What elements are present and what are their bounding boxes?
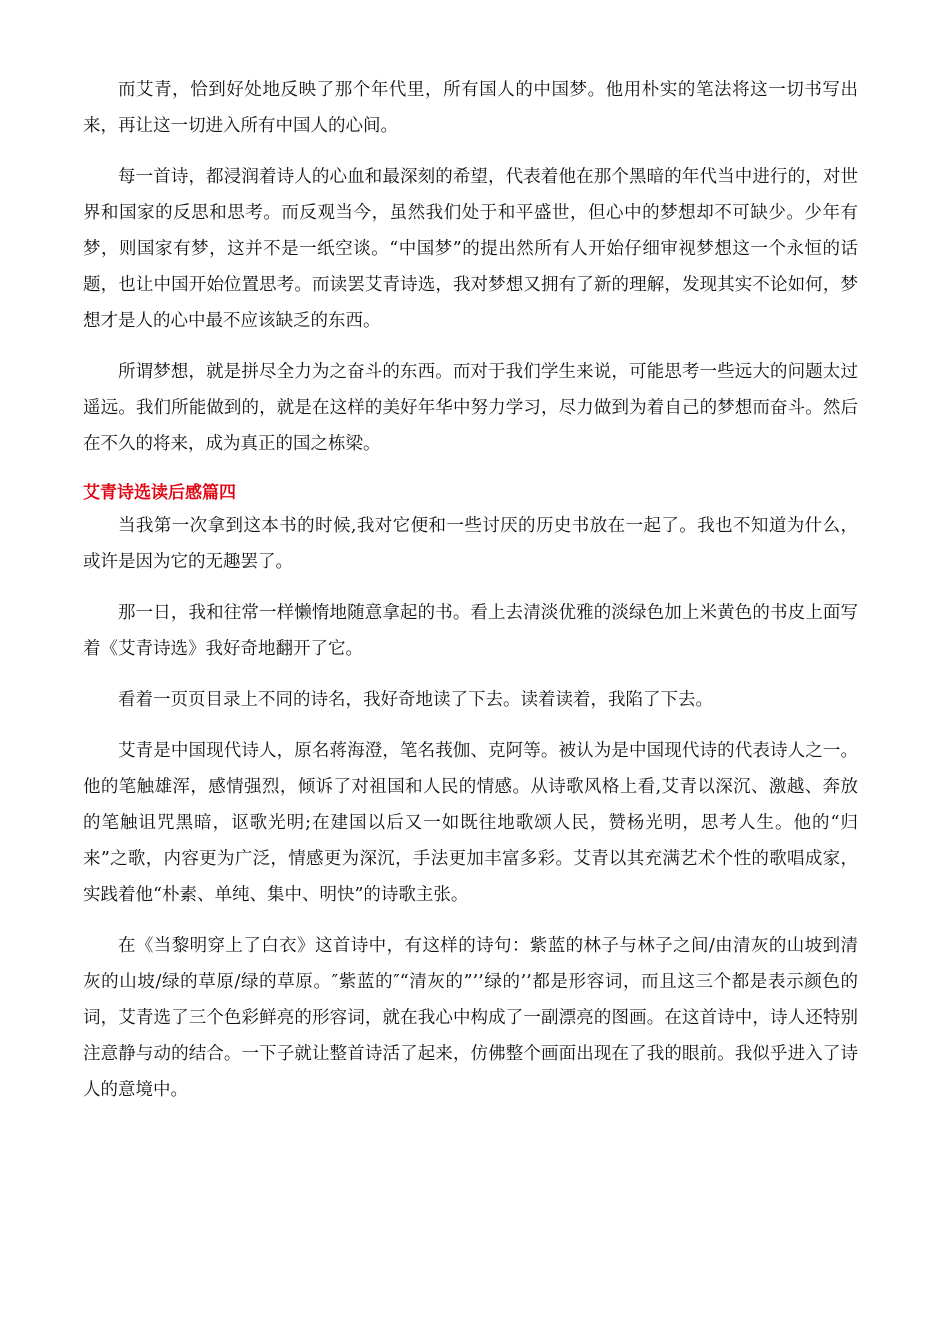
paragraph-5: 那一日，我和往常一样懒惰地随意拿起的书。看上去清淡优雅的淡绿色加上米黄色的书皮上面写着《艾青诗选》我好奇地翻开了它。 — [83, 603, 858, 659]
paragraph-8: 在《当黎明穿上了白衣》这首诗中，有这样的诗句：紫蓝的林子与林子之间/由清灰的山坡到清灰的山坡/绿的草原/绿的草原。″紫蓝的″“清灰的”’’绿的’’都是形容词，而且这三个都是表示颜色的词，艾青选了三个色彩鲜亮的形容词，就在我心中构成了一副漂亮的图画。在这首诗中，诗人还特别注意静与动的结合。一下子就让整首诗活了起来，仿佛整个画面出现在了我的眼前。我似乎进入了诗人的意境中。 — [83, 936, 858, 1100]
paragraph-6: 看着一页页目录上不同的诗名，我好奇地读了下去。读着读着，我陷了下去。 — [118, 690, 713, 710]
paragraph-3: 所谓梦想，就是拼尽全力为之奋斗的东西。而对于我们学生来说，可能思考一些远大的问题太过遥远。我们所能做到的，就是在这样的美好年华中努力学习，尽力做到为着自己的梦想而奋斗。然后在不久的将来，成为真正的国之栋梁。 — [83, 362, 858, 454]
paragraph-7: 艾青是中国现代诗人，原名蒋海澄，笔名莪伽、克阿等。被认为是中国现代诗的代表诗人之一。他的笔触雄浑，感情强烈，倾诉了对祖国和人民的情感。从诗歌风格上看,艾青以深沉、激越、奔放的笔触诅咒黑暗，讴歌光明;在建国以后又一如既往地歌颂人民，赞杨光明，思考人生。他的“归来”之歌，内容更为广泛，情感更为深沉，手法更加丰富多彩。艾青以其充满艺术个性的歌唱成家，实践着他“朴素、单纯、集中、明快”的诗歌主张。 — [83, 741, 858, 905]
paragraph-4: 当我第一次拿到这本书的时候,我对它便和一些讨厌的历史书放在一起了。我也不知道为什么，或许是因为它的无趣罢了。 — [83, 516, 858, 572]
paragraph-2: 每一首诗，都浸润着诗人的心血和最深刻的希望，代表着他在那个黑暗的年代当中进行的，对世界和国家的反思和思考。而反观当今，虽然我们处于和平盛世，但心中的梦想却不可缺少。少年有梦，则国家有梦，这并不是一纸空谈。“中国梦”的提出然所有人开始仔细审视梦想这一个永恒的话题，也让中国开始位置思考。而读罢艾青诗选，我对梦想又拥有了新的理解，发现其实不论如何，梦想才是人的心中最不应该缺乏的东西。 — [83, 167, 858, 331]
section-heading: 艾青诗选读后感篇四 — [83, 483, 236, 503]
paragraph-1: 而艾青，恰到好处地反映了那个年代里，所有国人的中国梦。他用朴实的笔法将这一切书写出来，再让这一切进入所有中国人的心间。 — [83, 80, 858, 136]
document-page — [83, 72, 858, 1108]
